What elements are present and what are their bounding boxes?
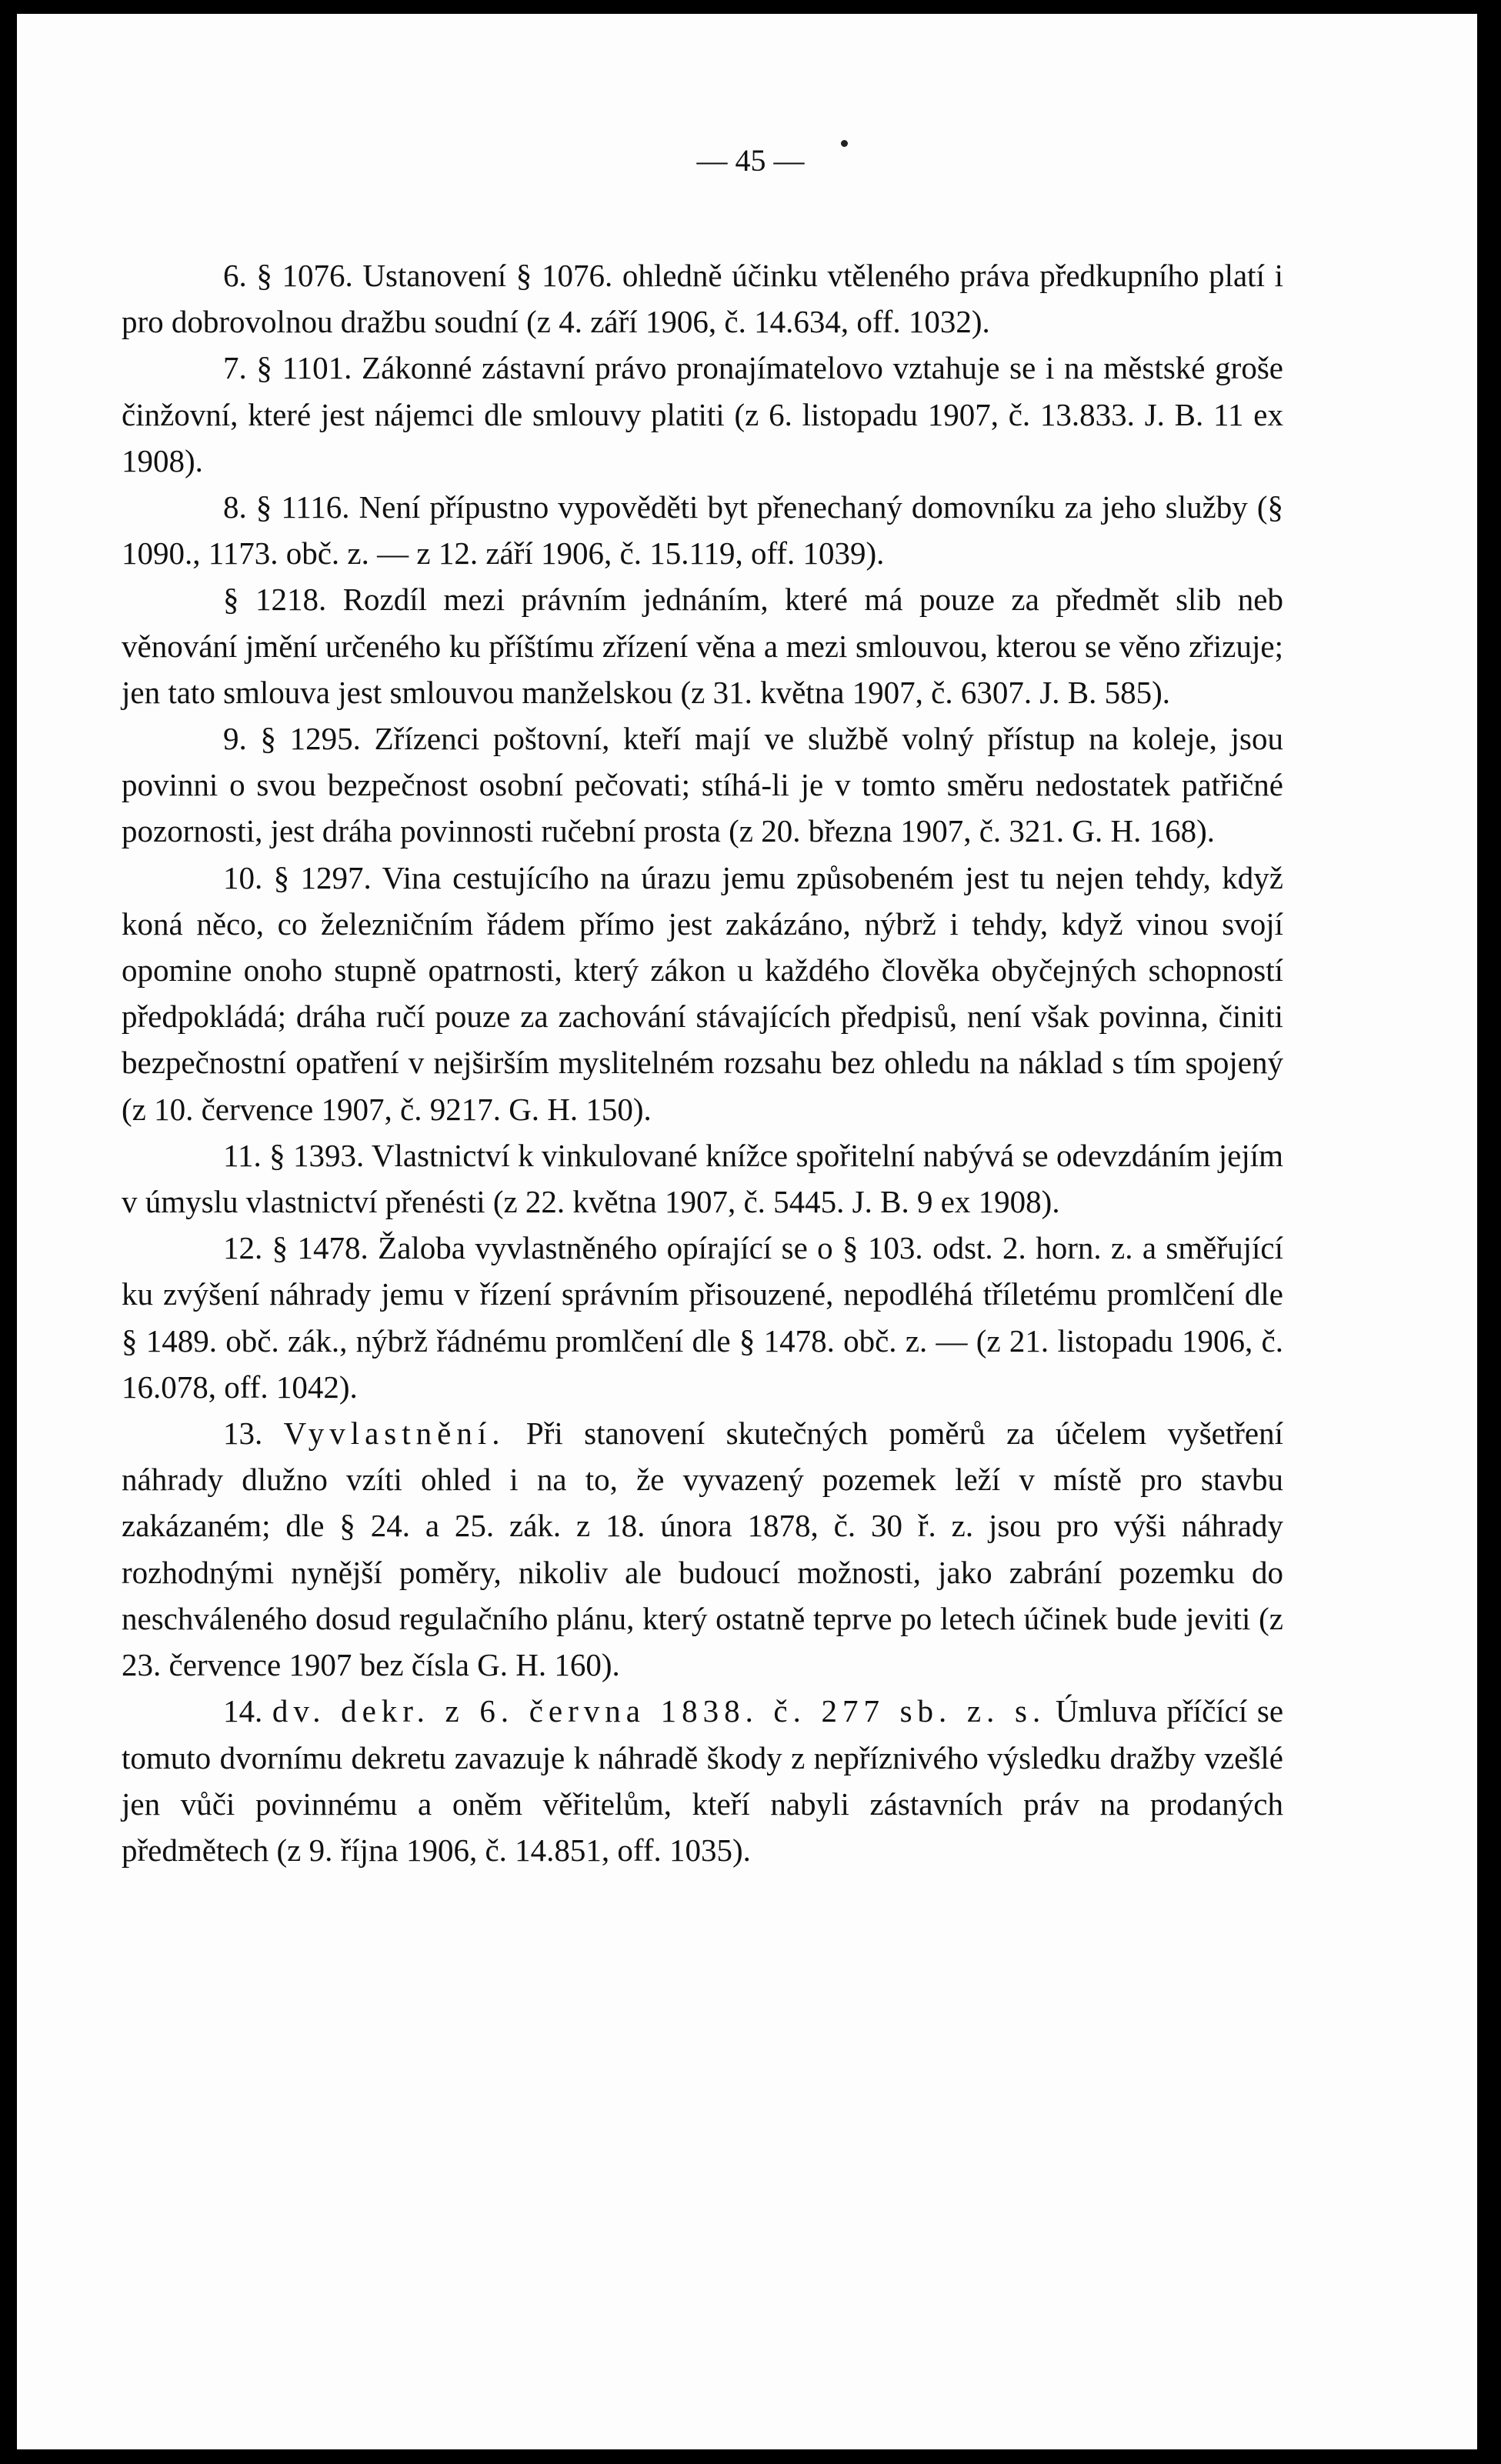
paragraph-13 bbox=[122, 1410, 1283, 1688]
paragraph-14-number: 14. bbox=[223, 1693, 263, 1729]
paragraph-14 bbox=[122, 1688, 1283, 1873]
paragraph-12: 12. § 1478. Žaloba vyvlastněného opírající se o § 103. odst. 2. horn. z. a směřující ku zvýšení náhrady jemu v řízení správním přisouzené, nepodléhá tříletému promlčení dle § 1489. obč. zák., nýbrž řádnému promlčení dle § 1478. obč. z. — (z 21. listopadu 1906, č. 16.078, off. 1042). bbox=[122, 1230, 1283, 1405]
paragraph-13-number: 13. bbox=[223, 1415, 263, 1452]
paragraph-7: 7. § 1101. Zákonné zástavní právo pronajímatelovo vztahuje se i na městské groše činžovní, které jest nájemci dle smlouvy platiti (z 6. listopadu 1907, č. 13.833. J. B. 11 ex 1908). bbox=[122, 350, 1283, 478]
paragraph-9: 9. § 1295. Zřízenci poštovní, kteří mají ve službě volný přístup na koleje, jsou povinni o svou bezpečnost osobní pečovati; stíhá-li je v tomto směru nedostatek patřičné pozornosti, jest dráha povinnosti ručební prosta (z 20. března 1907, č. 321. G. H. 168). bbox=[122, 721, 1283, 849]
paragraph-1218: § 1218. Rozdíl mezi právním jednáním, které má pouze za předmět slib neb věnování jmění určeného ku příštímu zřízení věna a mezi smlouvou, kterou se věno zřizuje; jen tato smlouva jest smlouvou manželskou (z 31. května 1907, č. 6307. J. B. 585). bbox=[122, 582, 1283, 710]
paragraph-14-heading: dv. dekr. z 6. června 1838. č. 277 sb. z. s. bbox=[272, 1693, 1046, 1729]
body-text bbox=[122, 252, 1283, 1873]
paragraph-10: 10. § 1297. Vina cestujícího na úrazu jemu způsobeném jest tu nejen tehdy, když koná něco, co železničním řádem přímo jest zakázáno, nýbrž i tehdy, když vinou svojí opomine onoho stupně opatrnosti, který zákon u každého člověka obyčejných schopností předpokládá; dráha ručí pouze za zachování stávajících předpisů, není však povinna, činiti bezpečnostní opatření v nejširším myslitelném rozsahu bez ohledu na náklad s tím spojený (z 10. července 1907, č. 9217. G. H. 150). bbox=[122, 859, 1283, 1127]
paragraph-8: 8. § 1116. Není přípustno vypověděti byt přenechaný domovníku za jeho služby (§ 1090., 1173. obč. z. — z 12. září 1906, č. 15.119, off. 1039). bbox=[122, 489, 1283, 572]
paragraph-14-text: Úmluva příčící se tomuto dvornímu dekretu zavazuje k náhradě škody z nepříznivého výsledku dražby vzešlé jen vůči povinnému a oněm věřitelům, kteří nabyli zástavních práv na prodaných předmětech (z 9. října 1906, č. 14.851, off. 1035). bbox=[122, 1693, 1284, 1868]
paragraph-11: 11. § 1393. Vlastnictví k vinkulované knížce spořitelní nabývá se odevzdáním jejím v úmyslu vlastnictví přenésti (z 22. května 1907, č. 5445. J. B. 9 ex 1908). bbox=[122, 1137, 1283, 1220]
paragraph-13-text: Při stanovení skutečných poměrů za účelem vyšetření náhrady dlužno vzíti ohled i na to, že vyvazený pozemek leží v místě pro stavbu zakázaném; dle § 24. a 25. zák. z 18. února 1878, č. 30 ř. z. jsou pro výši náhrady rozhodnými nynější poměry, nikoliv ale budoucí možnosti, jako zabrání pozemku do neschváleného dosud regulačního plánu, který ostatně teprve po letech účinek bude jeviti (z 23. července 1907 bez čísla G. H. 160). bbox=[122, 1415, 1284, 1683]
paragraph-13-heading: Vyvlastnění. bbox=[283, 1415, 505, 1452]
paragraph-6: 6. § 1076. Ustanovení § 1076. ohledně účinku vtěleného práva předkupního platí i pro dobrovolnou dražbu soudní (z 4. září 1906, č. 14.634, off. 1032). bbox=[122, 258, 1283, 340]
page-number-header: — 45 — bbox=[696, 143, 805, 178]
